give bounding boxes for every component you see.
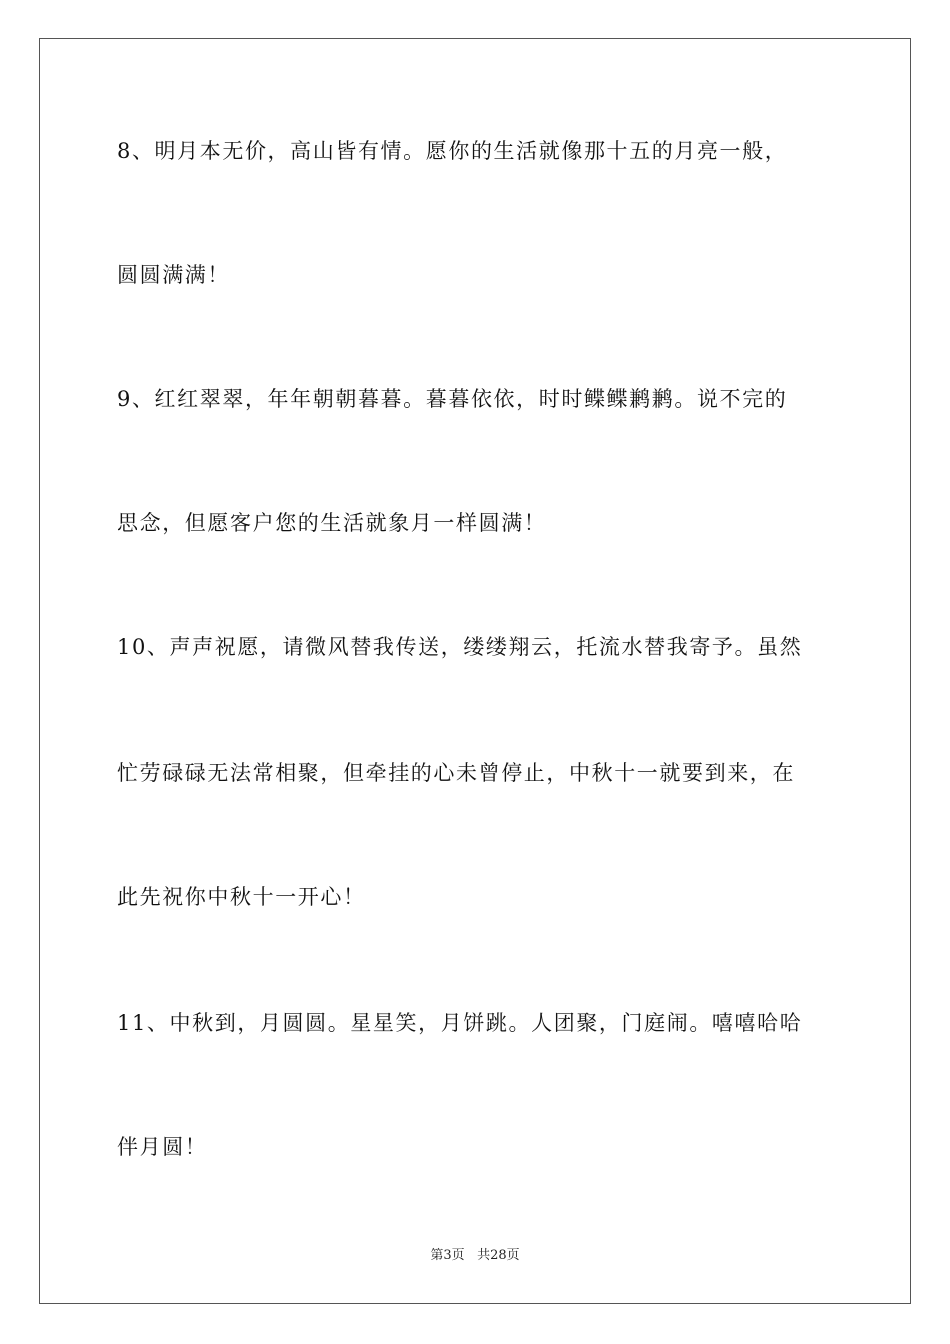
text-line-8: 11、中秋到，月圆圆。星星笑，月饼跳。人团聚，门庭闹。嘻嘻哈哈 [117, 1011, 803, 1035]
text-line-1: 8、明月本无价，高山皆有情。愿你的生活就像那十五的月亮一般， [117, 139, 788, 163]
page-number: 第3页 [430, 1248, 465, 1263]
text-line-2: 圆圆满满！ [117, 263, 230, 287]
page-footer [0, 1247, 950, 1265]
page-border [39, 38, 911, 1304]
page-total: 共28页 [477, 1248, 520, 1263]
text-line-6: 忙劳碌碌无法常相聚，但牵挂的心未曾停止，中秋十一就要到来，在 [117, 761, 795, 785]
text-line-4: 思念，但愿客户您的生活就象月一样圆满！ [117, 511, 547, 535]
text-line-7: 此先祝你中秋十一开心！ [117, 885, 366, 909]
text-line-5: 10、声声祝愿，请微风替我传送，缕缕翔云，托流水替我寄予。虽然 [117, 635, 803, 659]
text-line-9: 伴月圆！ [117, 1135, 208, 1159]
text-line-3: 9、红红翠翠，年年朝朝暮暮。暮暮依依，时时鲽鲽鹣鹣。说不完的 [117, 387, 788, 411]
